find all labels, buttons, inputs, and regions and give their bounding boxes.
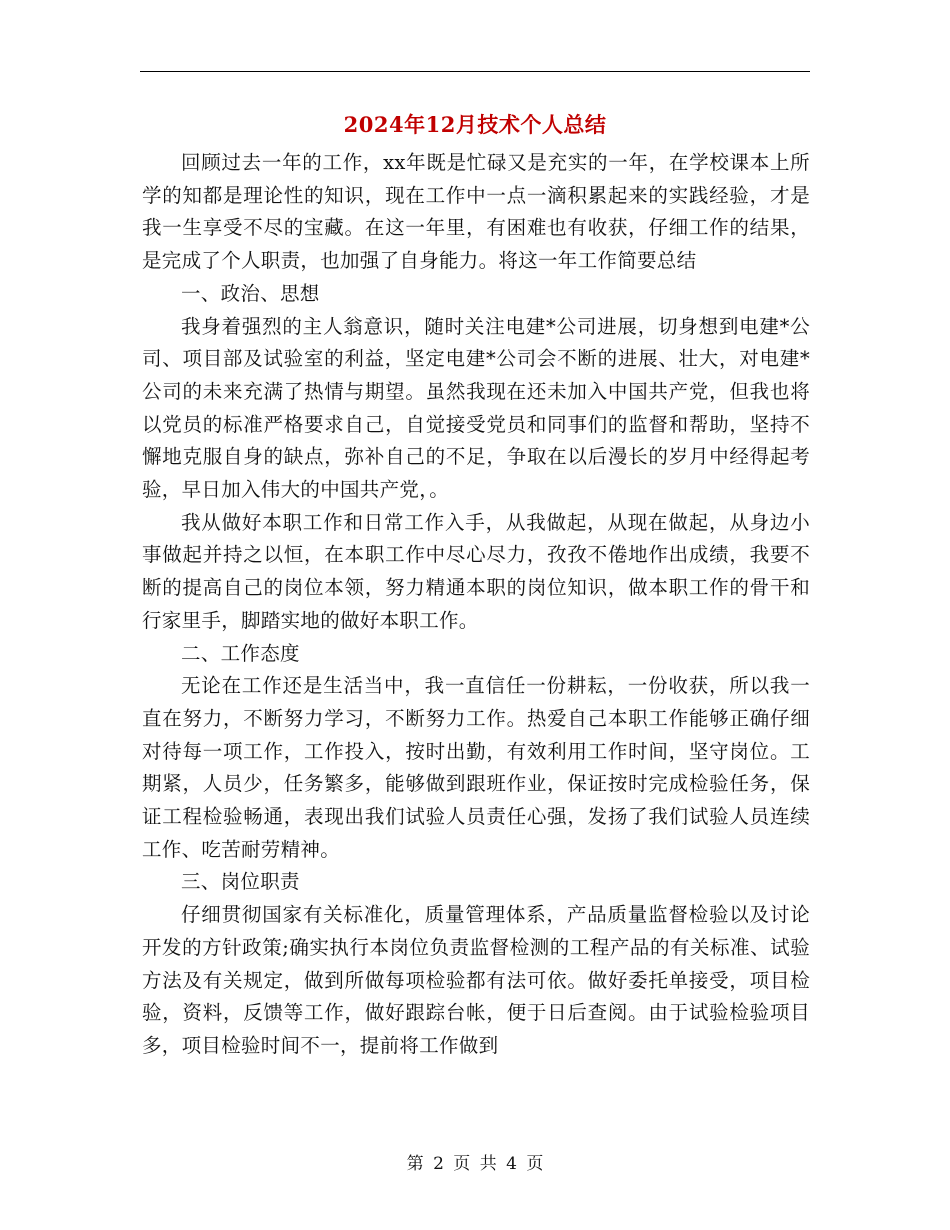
paragraph-politics: 我身着强烈的主人翁意识，随时关注电建*公司进展，切身想到电建*公司、项目部及试验室的利益，坚定电建*公司会不断的进展、壮大，对电建*公司的未来充满了热情与期望。虽然我现在还未加入中国共产党，但我也将以党员的标准严格要求自己，自觉接受党员和同事们的监督和帮助，坚持不懈地克服自身的缺点，弥补自己的不足，争取在以后漫长的岁月中经得起考验，早日加入伟大的中国共产党，。 [142, 314, 810, 502]
page-footer: 第 2 页 共 4 页 [406, 1154, 544, 1174]
section-heading-attitude: 二、工作态度 [181, 641, 300, 665]
header-rule [140, 71, 810, 72]
paragraph-responsibilities: 仔细贯彻国家有关标准化，质量管理体系，产品质量监督检验以及讨论开发的方针政策;确实执行本岗位负责监督检测的工程产品的有关标准、试验方法及有关规定，做到所做每项检验都有法可依。做好委托单接受，项目检验，资料，反馈等工作，做好跟踪台帐，便于日后查阅。由于试验检验项目多，项目检验时间不一，提前将工作做到 [142, 903, 810, 1057]
paragraph-attitude: 无论在工作还是生活当中，我一直信任一份耕耘，一份收获，所以我一直在努力，不断努力学习，不断努力工作。热爱自己本职工作能够正确仔细对待每一项工作，工作投入，按时出勤，有效利用工作时间，坚守岗位。工期紧，人员少，任务繁多，能够做到跟班作业，保证按时完成检验任务，保证工程检验畅通，表现出我们试验人员责任心强，发扬了我们试验人员连续工作、吃苦耐劳精神。 [142, 674, 810, 861]
paragraph-duties: 我从做好本职工作和日常工作入手，从我做起，从现在做起，从身边小事做起并持之以恒，在本职工作中尽心尽力，孜孜不倦地作出成绩，我要不断的提高自己的岗位本领，努力精通本职的岗位知识，做本职工作的骨干和行家里手，脚踏实地的做好本职工作。 [142, 510, 810, 632]
document-body [142, 147, 810, 1063]
section-heading-politics: 一、政治、思想 [181, 281, 320, 305]
section-heading-responsibilities: 三、岗位职责 [181, 870, 300, 894]
paragraph-intro: 回顾过去一年的工作，xx年既是忙碌又是充实的一年，在学校课本上所学的知都是理论性的知识，现在工作中一点一滴积累起来的实践经验，才是我一生享受不尽的宝藏。在这一年里，有困难也有收获，仔细工作的结果，是完成了个人职责，也加强了自身能力。将这一年工作简要总结 [142, 151, 810, 273]
document-title: 2024年12月技术个人总结 [343, 112, 607, 137]
